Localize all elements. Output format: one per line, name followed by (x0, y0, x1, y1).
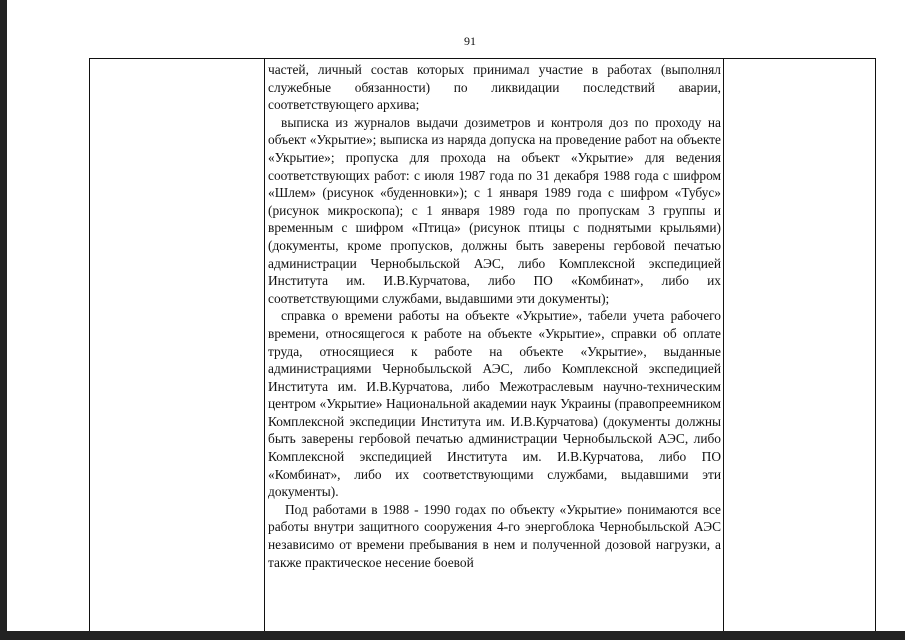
table-column-divider-right (723, 58, 724, 631)
table-text-cell (268, 61, 721, 571)
table-column-divider-left (264, 58, 265, 631)
scan-bottom-edge (0, 631, 905, 640)
page-number: 91 (464, 34, 476, 48)
paragraph-work-time-certificate: справка о времени работы на объекте «Укрытие», табели учета рабочего времени, относящегося к работе на объекте «Укрытие», справки об оплате труда, относящиеся к работе на объекте «Укрытие», выданные администрациями Чернобыльской АЭС, либо Комплексной экспедицией Института им. И.В.Курчатова, либо Межотраслевым научно-техническим центром «Укрытие» Национальной академии наук Украины (правопреемником Комплексной экспедиции Института им. И.В.Курчатова) (документы должны быть заверены гербовой печатью администрации Чернобыльской АЭС, либо Комплексной экспедицией Института им. И.В.Курчатова, либо ПО «Комбинат», либо их соответствующими службами, выдавшими эти документы). (268, 308, 721, 500)
paragraph-dosimeter-extract: выписка из журналов выдачи дозиметров и контроля доз по проходу на объект «Укрытие»; выписка из наряда допуска на проведение работ на объекте «Укрытие»; пропуска для прохода на объект «Укрытие» для ведения соответствующих работ: с июля 1987 года по 31 декабря 1988 года с шифром «Шлем» (рисунок «буденновки»); с 1 января 1989 года с шифром «Тубус» (рисунок микроскопа); с 1 января 1989 года по пропускам 3 группы и временным с шифром «Птица» (рисунок птицы с поднятыми крыльями) (документы, кроме пропусков, должны быть заверены гербовой печатью администрации Чернобыльской АЭС, либо Комплексной экспедицией Института им. И.В.Курчатова, либо ПО «Комбинат», либо их соответствующими службами, выдавшими эти документы); (268, 114, 721, 306)
paragraph-ukrytie-definition: Под работами в 1988 - 1990 годах по объекту «Укрытие» понимаются все работы внутри защитного сооружения 4-го энергоблока Чернобыльской АЭС независимо от времени пребывания в нем и полученной дозовой нагрузки, а также практическое несение боевой (268, 501, 721, 570)
paragraph-continuation: частей, личный состав которых принимал участие в работах (выполнял служебные обязанности) по ликвидации последствий аварии, соответствующего архива; (268, 62, 721, 113)
scan-left-edge (0, 0, 7, 640)
